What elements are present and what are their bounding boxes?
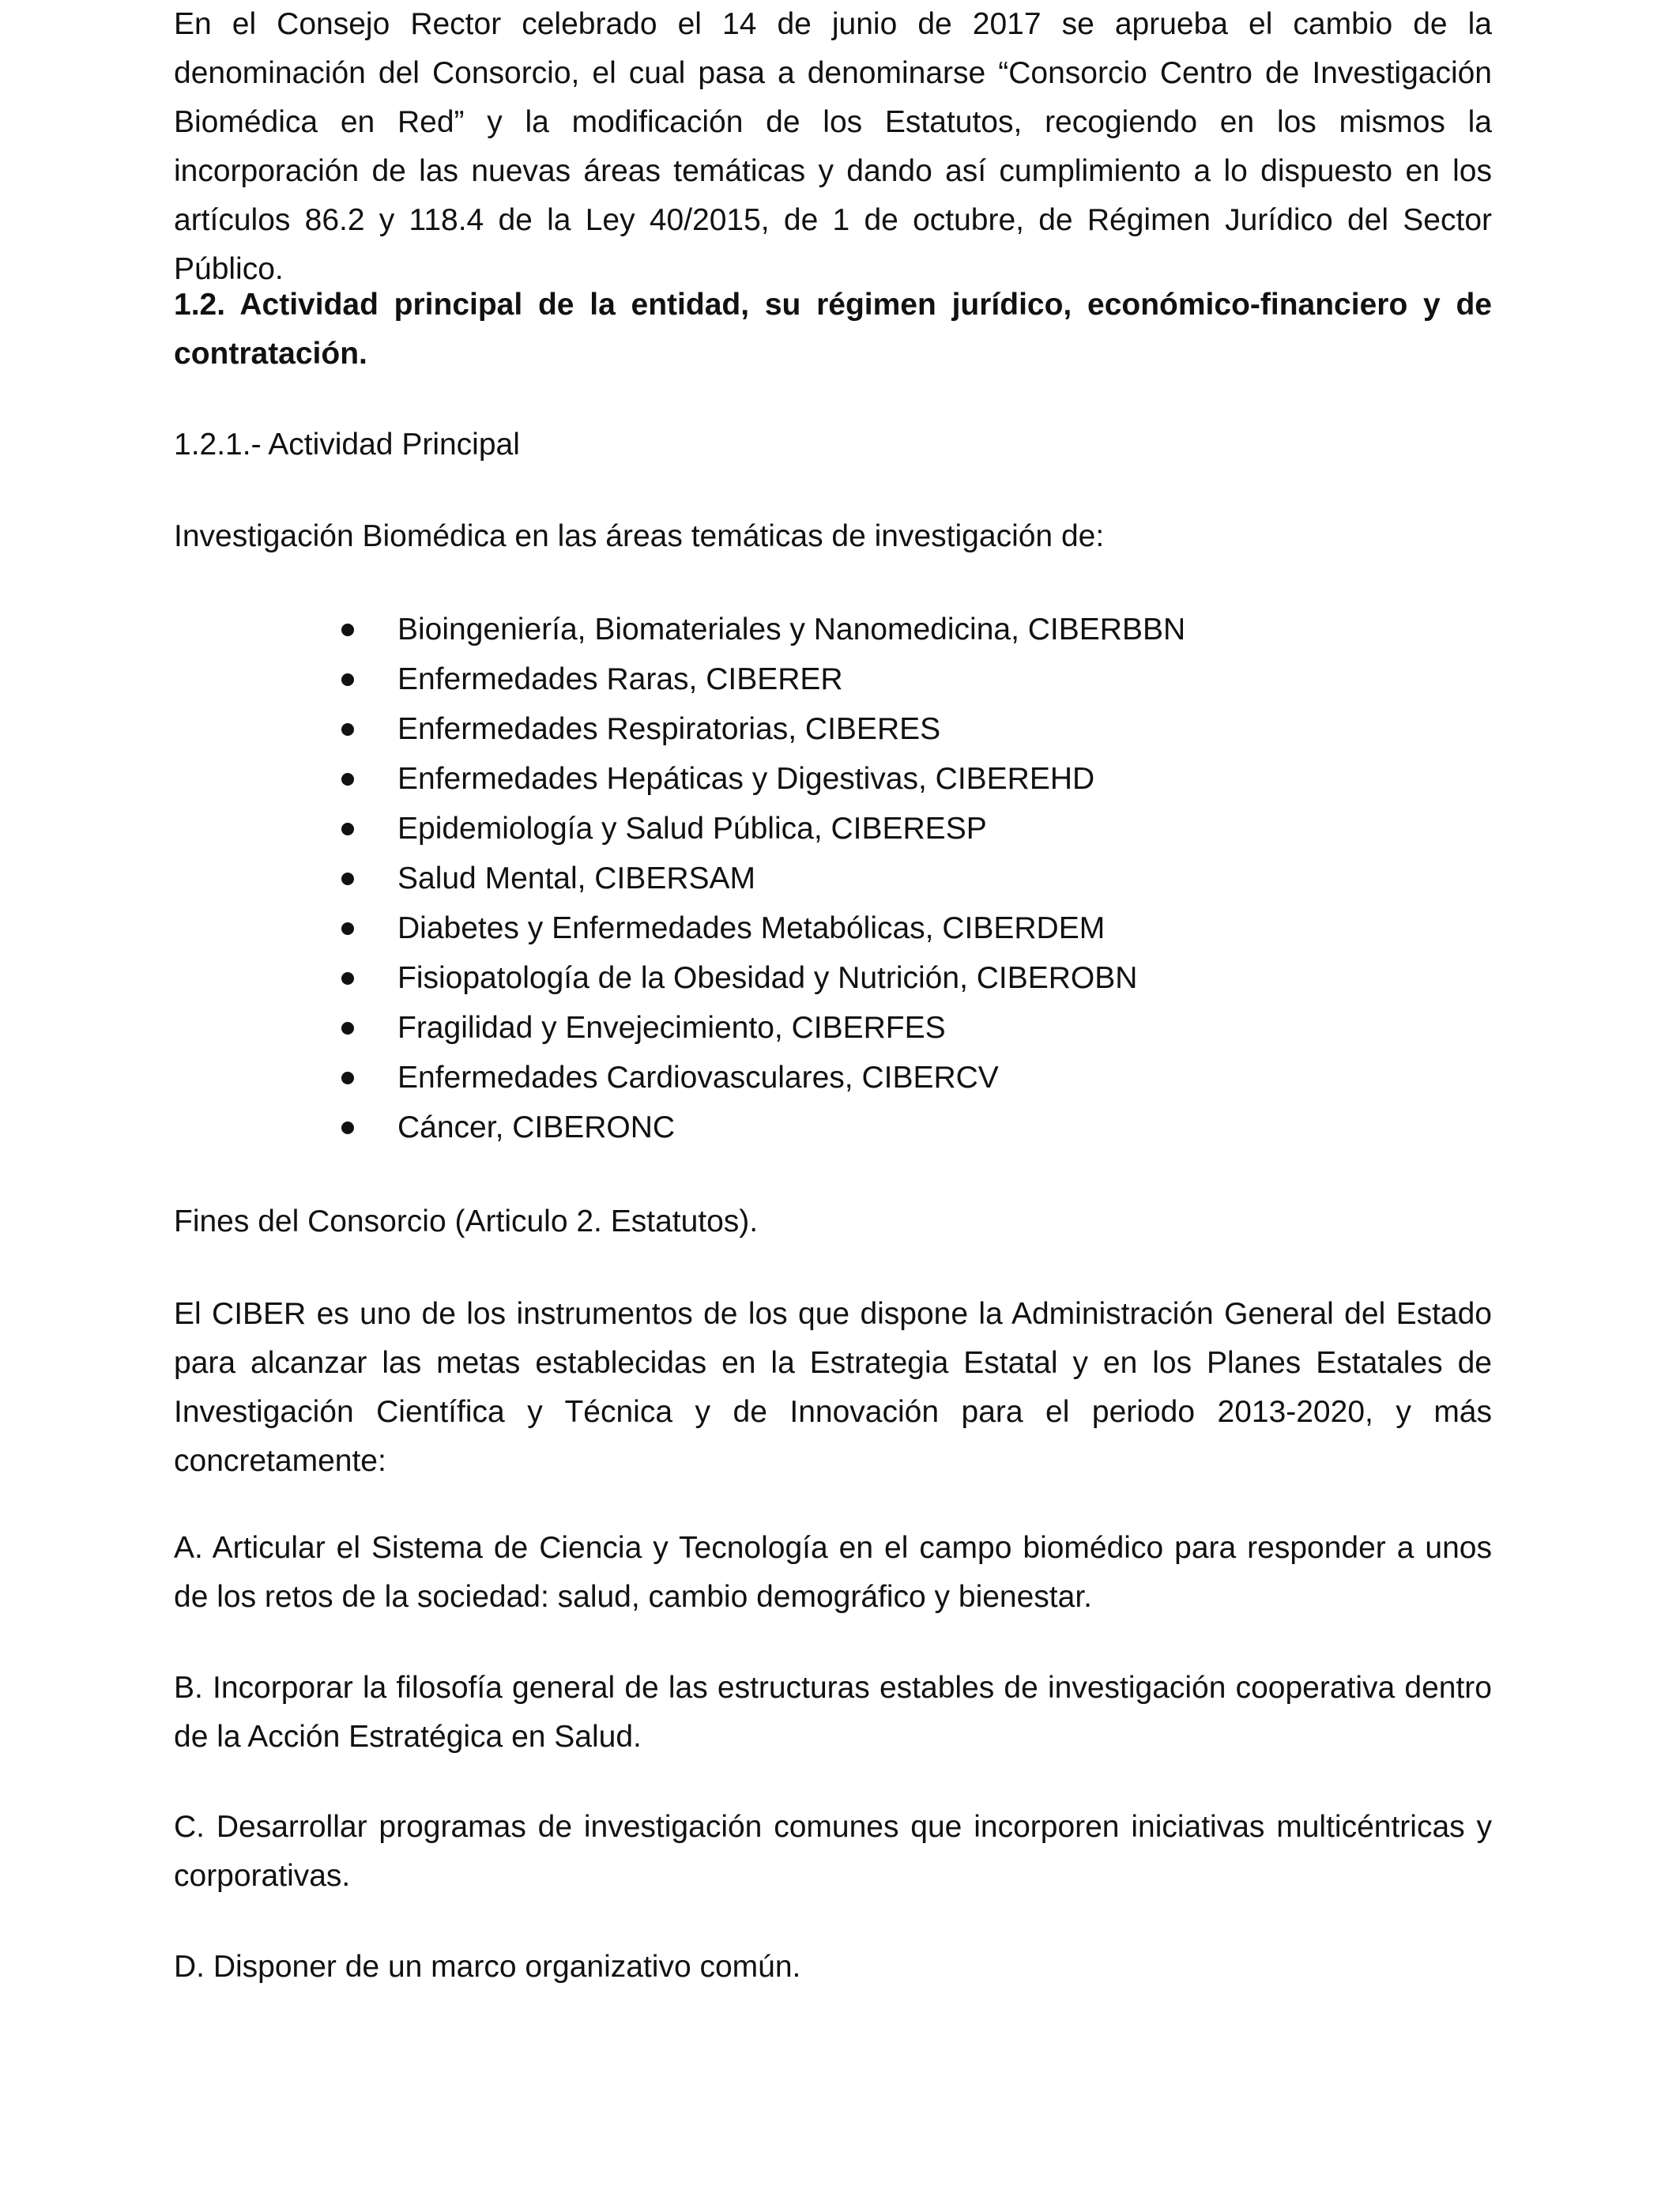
bullet-icon <box>341 972 354 985</box>
list-item-label: Epidemiología y Salud Pública, CIBERESP <box>397 812 987 846</box>
objective-b: B. Incorporar la filosofía general de las estructuras estables de investigación cooperativa dentro de la Acción Estratégica en Salud. <box>174 1671 1492 1754</box>
fines-paragraph: El CIBER es uno de los instrumentos de los que dispone la Administración General del Estado para alcanzar las metas establecidas en la Estrategia Estatal y en los Planes Estatales de Investigación Científica y Técnica y de Innovación para el periodo 2013-2020, y más concretamente: <box>174 1297 1492 1478</box>
list-item <box>174 1003 1492 1053</box>
list-item <box>174 804 1492 854</box>
list-item-label: Diabetes y Enfermedades Metabólicas, CIBERDEM <box>397 911 1106 945</box>
bullet-icon <box>341 773 354 786</box>
subsection-heading: 1.2.1.- Actividad Principal <box>174 428 520 462</box>
bullet-icon <box>341 624 354 636</box>
objective-d: D. Disponer de un marco organizativo común. <box>174 1950 801 1984</box>
bullet-icon <box>341 922 354 935</box>
bullet-icon <box>341 1022 354 1035</box>
list-item-label: Bioingeniería, Biomateriales y Nanomedicina, CIBERBBN <box>397 613 1186 647</box>
list-item-label: Enfermedades Cardiovasculares, CIBERCV <box>397 1061 999 1095</box>
list-item-label: Fisiopatología de la Obesidad y Nutrición, CIBEROBN <box>397 961 1138 995</box>
list-item-label: Enfermedades Raras, CIBERER <box>397 662 843 696</box>
bullet-icon <box>341 723 354 736</box>
section-heading: 1.2. Actividad principal de la entidad, su régimen jurídico, económico-financiero y de contratación. <box>174 288 1492 371</box>
bullet-icon <box>341 823 354 835</box>
list-item <box>174 1103 1492 1152</box>
bullet-icon <box>341 873 354 885</box>
list-item-label: Enfermedades Hepáticas y Digestivas, CIBEREHD <box>397 762 1095 796</box>
list-item <box>174 953 1492 1003</box>
fines-heading: Fines del Consorcio (Articulo 2. Estatutos). <box>174 1204 759 1238</box>
list-item-label: Enfermedades Respiratorias, CIBERES <box>397 712 941 746</box>
list-item <box>174 1053 1492 1103</box>
intro-paragraph: En el Consejo Rector celebrado el 14 de junio de 2017 se aprueba el cambio de la denominación del Consorcio, el cual pasa a denominarse “Consorcio Centro de Investigación Biomédica en Red” y la modificación de los Estatutos, recogiendo en los mismos la incorporación de las nuevas áreas temáticas y dando así cumplimiento a lo dispuesto en los artículos 86.2 y 118.4 de la Ley 40/2015, de 1 de octubre, de Régimen Jurídico del Sector Público. <box>174 7 1492 286</box>
list-item-label: Fragilidad y Envejecimiento, CIBERFES <box>397 1011 946 1045</box>
list-item <box>174 654 1492 704</box>
list-item <box>174 605 1492 654</box>
list-item-label: Salud Mental, CIBERSAM <box>397 861 756 895</box>
list-item <box>174 754 1492 804</box>
objective-c: C. Desarrollar programas de investigación comunes que incorporen iniciativas multicéntricas y corporativas. <box>174 1810 1492 1893</box>
list-item <box>174 704 1492 754</box>
thematic-areas-list <box>174 605 1492 1152</box>
bullet-icon <box>341 1072 354 1084</box>
list-item-label: Cáncer, CIBERONC <box>397 1110 676 1144</box>
areas-intro: Investigación Biomédica en las áreas temáticas de investigación de: <box>174 519 1105 553</box>
bullet-icon <box>341 1122 354 1134</box>
list-item <box>174 903 1492 953</box>
bullet-icon <box>341 673 354 686</box>
objective-a: A. Articular el Sistema de Ciencia y Tecnología en el campo biomédico para responder a unos de los retos de la sociedad: salud, cambio demográfico y bienestar. <box>174 1531 1492 1614</box>
list-item <box>174 854 1492 903</box>
